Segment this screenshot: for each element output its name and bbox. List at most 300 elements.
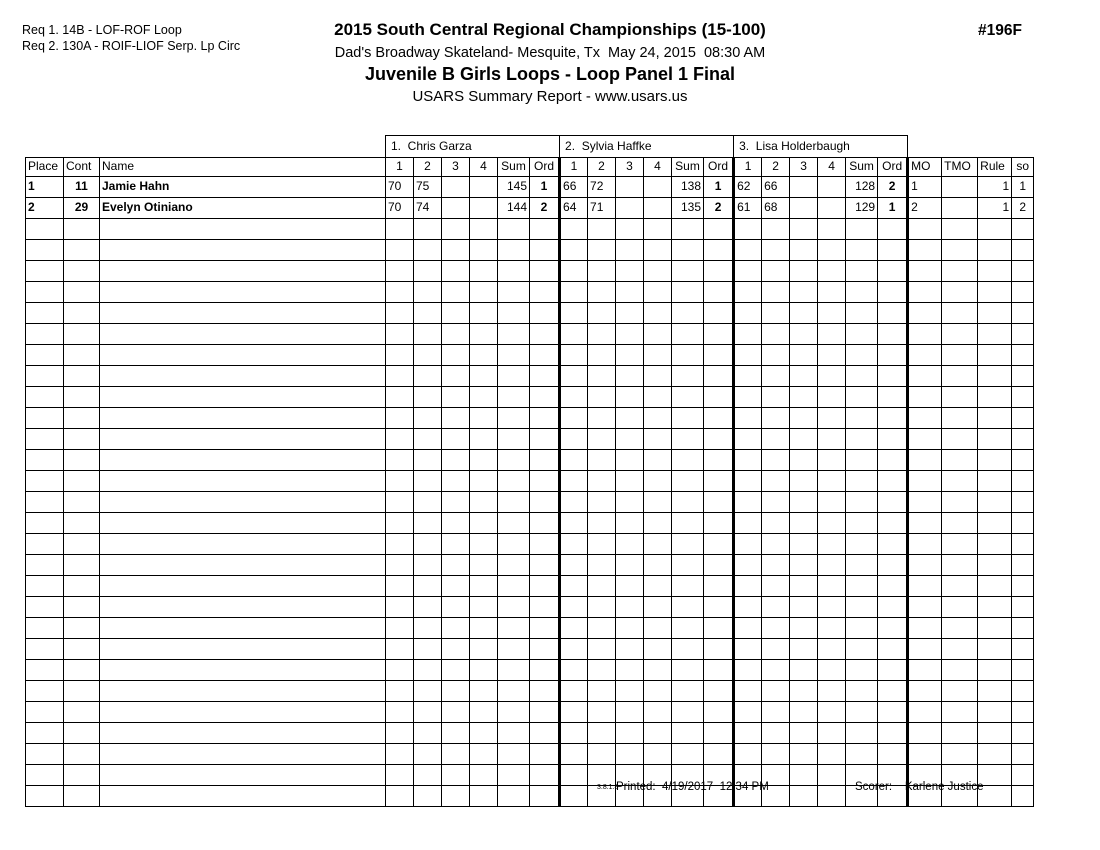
cell <box>818 492 846 513</box>
cell <box>762 408 790 429</box>
cell <box>978 366 1012 387</box>
cell <box>616 240 644 261</box>
cell <box>644 219 672 240</box>
cell: 68 <box>762 198 790 219</box>
cell <box>498 261 530 282</box>
cell <box>644 177 672 198</box>
cell <box>978 303 1012 324</box>
cell <box>530 597 560 618</box>
cell <box>818 471 846 492</box>
cell <box>942 513 978 534</box>
cell <box>616 324 644 345</box>
cell: 2 <box>530 198 560 219</box>
cell <box>644 555 672 576</box>
cell <box>26 555 64 576</box>
cell <box>672 387 704 408</box>
cell <box>908 387 942 408</box>
cell <box>734 744 762 765</box>
cell <box>734 513 762 534</box>
cell <box>64 345 100 366</box>
cell <box>1012 345 1034 366</box>
cell <box>908 429 942 450</box>
cell <box>818 198 846 219</box>
cell <box>908 345 942 366</box>
empty-row <box>26 450 1034 471</box>
cell <box>846 450 878 471</box>
cell <box>100 282 386 303</box>
cell <box>64 555 100 576</box>
cell <box>762 387 790 408</box>
cell <box>790 744 818 765</box>
cell <box>100 324 386 345</box>
cell <box>386 660 414 681</box>
cell <box>978 723 1012 744</box>
cell <box>790 261 818 282</box>
column-header: 3 <box>790 158 818 177</box>
cell <box>704 534 734 555</box>
cell <box>644 597 672 618</box>
cell <box>530 282 560 303</box>
cell <box>64 366 100 387</box>
cell <box>588 723 616 744</box>
cell <box>790 618 818 639</box>
cell <box>644 639 672 660</box>
cell <box>704 261 734 282</box>
cell <box>734 576 762 597</box>
cell <box>560 261 588 282</box>
empty-row <box>26 555 1034 576</box>
cell <box>616 513 644 534</box>
cell <box>588 597 616 618</box>
empty-row <box>26 618 1034 639</box>
cell <box>560 597 588 618</box>
cell <box>644 366 672 387</box>
cell <box>64 471 100 492</box>
cell <box>672 744 704 765</box>
cell <box>560 324 588 345</box>
cell <box>704 639 734 660</box>
cell <box>790 576 818 597</box>
cell <box>530 618 560 639</box>
cell: 135 <box>672 198 704 219</box>
cell <box>64 660 100 681</box>
cell <box>414 429 442 450</box>
cell <box>790 198 818 219</box>
cell: 70 <box>386 177 414 198</box>
cell <box>386 597 414 618</box>
cell <box>588 639 616 660</box>
column-header: Cont <box>64 158 100 177</box>
cell <box>64 219 100 240</box>
cell: 145 <box>498 177 530 198</box>
cell <box>942 534 978 555</box>
cell <box>818 618 846 639</box>
cell <box>100 387 386 408</box>
cell <box>442 576 470 597</box>
cell <box>588 261 616 282</box>
cell <box>908 471 942 492</box>
cell <box>734 597 762 618</box>
cell <box>616 723 644 744</box>
cell <box>644 408 672 429</box>
cell <box>1012 240 1034 261</box>
cell <box>878 744 908 765</box>
cell <box>644 681 672 702</box>
cell <box>790 219 818 240</box>
empty-row <box>26 492 1034 513</box>
cell <box>588 387 616 408</box>
cell <box>442 618 470 639</box>
cell <box>942 282 978 303</box>
column-header: Ord <box>704 158 734 177</box>
cell <box>498 471 530 492</box>
cell <box>644 303 672 324</box>
cell <box>616 219 644 240</box>
cell <box>26 366 64 387</box>
cell <box>644 324 672 345</box>
empty-row <box>26 471 1034 492</box>
cell <box>878 408 908 429</box>
cell: 144 <box>498 198 530 219</box>
cell <box>64 492 100 513</box>
cell <box>498 786 530 807</box>
cell <box>414 471 442 492</box>
cell <box>790 429 818 450</box>
cell <box>442 450 470 471</box>
cell <box>734 660 762 681</box>
cell <box>64 723 100 744</box>
cell <box>442 240 470 261</box>
cell <box>386 576 414 597</box>
cell <box>878 282 908 303</box>
cell <box>908 450 942 471</box>
cell <box>588 513 616 534</box>
cell <box>616 576 644 597</box>
cell <box>530 408 560 429</box>
cell <box>672 492 704 513</box>
cell <box>26 513 64 534</box>
cell <box>442 597 470 618</box>
cell <box>978 408 1012 429</box>
cell: 2 <box>878 177 908 198</box>
cell: Evelyn Otiniano <box>100 198 386 219</box>
cell <box>704 282 734 303</box>
cell <box>790 471 818 492</box>
cell <box>386 744 414 765</box>
cell <box>414 744 442 765</box>
cell <box>762 429 790 450</box>
cell <box>616 429 644 450</box>
cell <box>908 240 942 261</box>
cell <box>790 450 818 471</box>
cell <box>414 450 442 471</box>
cell <box>616 618 644 639</box>
cell <box>942 240 978 261</box>
cell <box>978 555 1012 576</box>
cell: 61 <box>734 198 762 219</box>
cell <box>386 324 414 345</box>
cell <box>560 492 588 513</box>
cell <box>762 639 790 660</box>
cell: 11 <box>64 177 100 198</box>
requirement-line-2: Req 2. 130A - ROIF-LIOF Serp. Lp Circ <box>22 39 241 53</box>
cell <box>908 492 942 513</box>
cell <box>1012 597 1034 618</box>
cell <box>498 408 530 429</box>
cell <box>1012 366 1034 387</box>
cell <box>100 471 386 492</box>
cell <box>790 492 818 513</box>
cell <box>908 660 942 681</box>
cell <box>64 597 100 618</box>
report-type-line: USARS Summary Report - www.usars.us <box>412 88 688 105</box>
cell <box>498 303 530 324</box>
cell <box>790 240 818 261</box>
cell <box>846 408 878 429</box>
cell <box>942 366 978 387</box>
cell <box>790 534 818 555</box>
cell <box>1012 513 1034 534</box>
cell <box>470 303 498 324</box>
cell <box>942 324 978 345</box>
cell <box>978 681 1012 702</box>
cell <box>530 429 560 450</box>
cell <box>878 513 908 534</box>
cell <box>442 534 470 555</box>
cell <box>588 345 616 366</box>
cell <box>498 429 530 450</box>
cell <box>498 765 530 786</box>
cell <box>704 702 734 723</box>
cell <box>64 639 100 660</box>
cell <box>386 702 414 723</box>
cell <box>588 618 616 639</box>
cell <box>470 408 498 429</box>
cell <box>846 261 878 282</box>
skater-row <box>26 177 1034 198</box>
cell <box>704 723 734 744</box>
cell <box>908 324 942 345</box>
cell <box>26 324 64 345</box>
cell <box>762 324 790 345</box>
cell <box>616 366 644 387</box>
cell <box>498 219 530 240</box>
cell <box>672 681 704 702</box>
cell <box>616 345 644 366</box>
cell <box>672 723 704 744</box>
cell <box>560 576 588 597</box>
cell <box>470 471 498 492</box>
cell <box>942 555 978 576</box>
cell <box>560 303 588 324</box>
cell <box>818 534 846 555</box>
cell <box>644 513 672 534</box>
column-header: 4 <box>818 158 846 177</box>
cell <box>498 576 530 597</box>
column-header: MO <box>908 158 942 177</box>
cell <box>442 366 470 387</box>
cell <box>442 429 470 450</box>
cell <box>414 639 442 660</box>
cell <box>704 597 734 618</box>
venue-date-line: Dad's Broadway Skateland- Mesquite, Tx May 24, 2015 08:30 AM <box>334 45 766 61</box>
cell <box>442 513 470 534</box>
cell <box>1012 765 1034 786</box>
cell <box>978 576 1012 597</box>
cell <box>644 744 672 765</box>
cell <box>672 534 704 555</box>
cell <box>846 555 878 576</box>
cell <box>442 219 470 240</box>
cell <box>414 303 442 324</box>
cell <box>672 303 704 324</box>
cell <box>386 429 414 450</box>
cell <box>672 429 704 450</box>
cell <box>818 555 846 576</box>
cell <box>790 408 818 429</box>
cell <box>498 618 530 639</box>
cell <box>498 513 530 534</box>
cell <box>470 639 498 660</box>
cell <box>470 723 498 744</box>
cell <box>978 534 1012 555</box>
cell <box>386 513 414 534</box>
cell <box>734 639 762 660</box>
score-table <box>25 135 1034 807</box>
cell <box>734 282 762 303</box>
cell <box>530 387 560 408</box>
cell <box>442 324 470 345</box>
cell <box>616 639 644 660</box>
column-header: Ord <box>530 158 560 177</box>
cell <box>442 492 470 513</box>
empty-row <box>26 345 1034 366</box>
cell <box>470 513 498 534</box>
cell <box>704 303 734 324</box>
cell <box>762 219 790 240</box>
cell <box>588 282 616 303</box>
cell <box>846 618 878 639</box>
cell <box>762 261 790 282</box>
cell <box>560 450 588 471</box>
cell <box>672 576 704 597</box>
cell <box>790 366 818 387</box>
cell <box>672 240 704 261</box>
cell <box>818 366 846 387</box>
cell <box>100 702 386 723</box>
cell <box>498 744 530 765</box>
cell <box>734 345 762 366</box>
cell <box>100 555 386 576</box>
cell <box>498 345 530 366</box>
cell <box>908 744 942 765</box>
cell <box>818 261 846 282</box>
cell <box>878 618 908 639</box>
cell <box>414 240 442 261</box>
cell <box>818 723 846 744</box>
cell <box>762 303 790 324</box>
cell <box>414 366 442 387</box>
cell <box>762 681 790 702</box>
cell <box>942 429 978 450</box>
cell <box>616 471 644 492</box>
column-header-row <box>26 158 1034 177</box>
cell <box>818 660 846 681</box>
cell <box>644 261 672 282</box>
cell <box>942 702 978 723</box>
judge-name-3: 3. Lisa Holderbaugh <box>734 136 908 158</box>
column-header: 3 <box>616 158 644 177</box>
cell <box>704 366 734 387</box>
cell <box>470 765 498 786</box>
cell <box>100 765 386 786</box>
cell <box>530 702 560 723</box>
cell <box>588 240 616 261</box>
cell <box>704 345 734 366</box>
cell <box>790 681 818 702</box>
cell <box>386 786 414 807</box>
cell <box>100 492 386 513</box>
cell <box>26 618 64 639</box>
cell <box>26 240 64 261</box>
cell <box>498 324 530 345</box>
cell <box>64 408 100 429</box>
cell <box>644 198 672 219</box>
cell <box>560 660 588 681</box>
cell <box>386 345 414 366</box>
cell <box>386 282 414 303</box>
empty-row <box>26 219 1034 240</box>
cell <box>818 450 846 471</box>
cell <box>100 744 386 765</box>
cell <box>672 219 704 240</box>
column-header: Rule <box>978 158 1012 177</box>
cell <box>530 345 560 366</box>
cell <box>818 576 846 597</box>
cell <box>470 177 498 198</box>
cell <box>734 618 762 639</box>
cell <box>100 450 386 471</box>
cell <box>704 471 734 492</box>
cell <box>26 765 64 786</box>
cell <box>560 471 588 492</box>
cell <box>762 471 790 492</box>
cell <box>26 786 64 807</box>
cell <box>442 555 470 576</box>
cell <box>818 744 846 765</box>
score-table-wrap <box>25 135 1034 807</box>
cell <box>560 366 588 387</box>
cell <box>616 492 644 513</box>
cell <box>818 408 846 429</box>
cell <box>818 282 846 303</box>
cell <box>100 681 386 702</box>
cell <box>1012 492 1034 513</box>
cell <box>704 555 734 576</box>
cell <box>498 702 530 723</box>
cell <box>588 429 616 450</box>
skater-row <box>26 198 1034 219</box>
cell <box>414 723 442 744</box>
empty-row <box>26 681 1034 702</box>
cell <box>470 576 498 597</box>
cell: 72 <box>588 177 616 198</box>
cell <box>878 387 908 408</box>
cell <box>386 681 414 702</box>
cell <box>560 744 588 765</box>
cell <box>26 492 64 513</box>
cell <box>26 723 64 744</box>
